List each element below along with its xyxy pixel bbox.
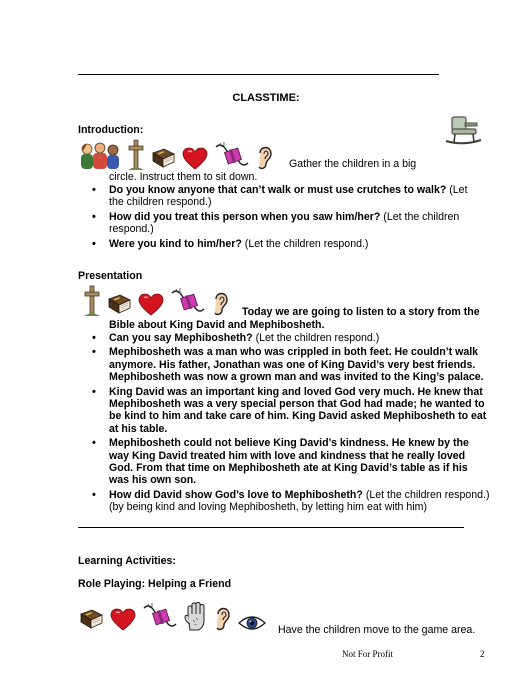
presentation-icons <box>84 283 230 317</box>
bible-icon <box>106 291 132 317</box>
bible-icon <box>150 145 176 171</box>
footer-label: Not For Profit <box>342 649 394 659</box>
learning-heading: Learning Activities: <box>78 555 176 567</box>
introduction-lead-cont: circle. Instruct them to sit down. <box>109 171 258 183</box>
ear-icon <box>256 143 274 171</box>
top-rule <box>78 74 439 75</box>
list-item: • Do you know anyone that can’t walk or must use crutches to walk? (Let the children respond.) <box>85 184 485 209</box>
cross-icon <box>84 285 100 317</box>
hands-gift-icon <box>142 602 178 632</box>
ear-icon <box>212 289 230 317</box>
list-item: • How did David show God’s love to Mephibosheth? (Let the children respond.) (by being kind and loving Mephibosheth, by letting him eat with him) <box>85 489 490 514</box>
presentation-lead-cont: Bible about King David and Mephibosheth. <box>109 319 325 331</box>
eye-icon <box>238 614 266 632</box>
list-item: • Were you kind to him/her? (Let the children respond.) <box>85 238 485 250</box>
hands-gift-icon <box>170 287 206 317</box>
introduction-lead: Gather the children in a big <box>289 158 417 170</box>
hand-icon <box>184 602 208 632</box>
list-item: • King David was an important king and loved God very much. He knew that Mephibosheth was a very special person that God had made; he wanted to be kind to him and take care of him. King David asked Mephibosheth to eat at his table. <box>85 386 490 436</box>
bible-icon <box>78 606 104 632</box>
introduction-heading: Introduction: <box>78 124 144 136</box>
presentation-list <box>85 332 490 514</box>
rocking-chair-icon <box>443 114 483 149</box>
learning-subheading: Role Playing: Helping a Friend <box>78 578 232 590</box>
ear-icon <box>214 604 232 632</box>
presentation-heading: Presentation <box>78 270 143 282</box>
introduction-list <box>85 184 485 250</box>
list-item: • Can you say Mephibosheth? (Let the children respond.) <box>85 332 490 344</box>
list-item: • How did you treat this person when you saw him/her? (Let the children respond.) <box>85 211 485 236</box>
list-item: • Mephibosheth was a man who was crippled in both feet. He couldn’t walk anymore. His father, Jonathan was one of King David’s very best friends. Mephibosheth was now a grown man and was invited to the King’s palace. <box>85 346 490 383</box>
heart-icon <box>182 147 208 171</box>
list-item: • Mephibosheth could not believe King David’s kindness. He knew by the way King David treated him with love and kindness that he really loved God. From that time on Mephibosheth ate at King David’s table as if his was his own son. <box>85 437 490 487</box>
middle-rule <box>78 527 464 528</box>
children-group-icon <box>78 141 122 171</box>
page-title: CLASSTIME: <box>232 92 300 104</box>
page-number: 2 <box>480 649 485 659</box>
hands-gift-icon <box>214 141 250 171</box>
heart-icon <box>110 608 136 632</box>
learning-icons <box>78 598 266 632</box>
learning-lead: Have the children move to the game area. <box>278 624 476 636</box>
cross-icon <box>128 139 144 171</box>
introduction-icons <box>78 137 274 171</box>
heart-icon <box>138 293 164 317</box>
presentation-lead: Today we are going to listen to a story from the <box>242 306 480 318</box>
